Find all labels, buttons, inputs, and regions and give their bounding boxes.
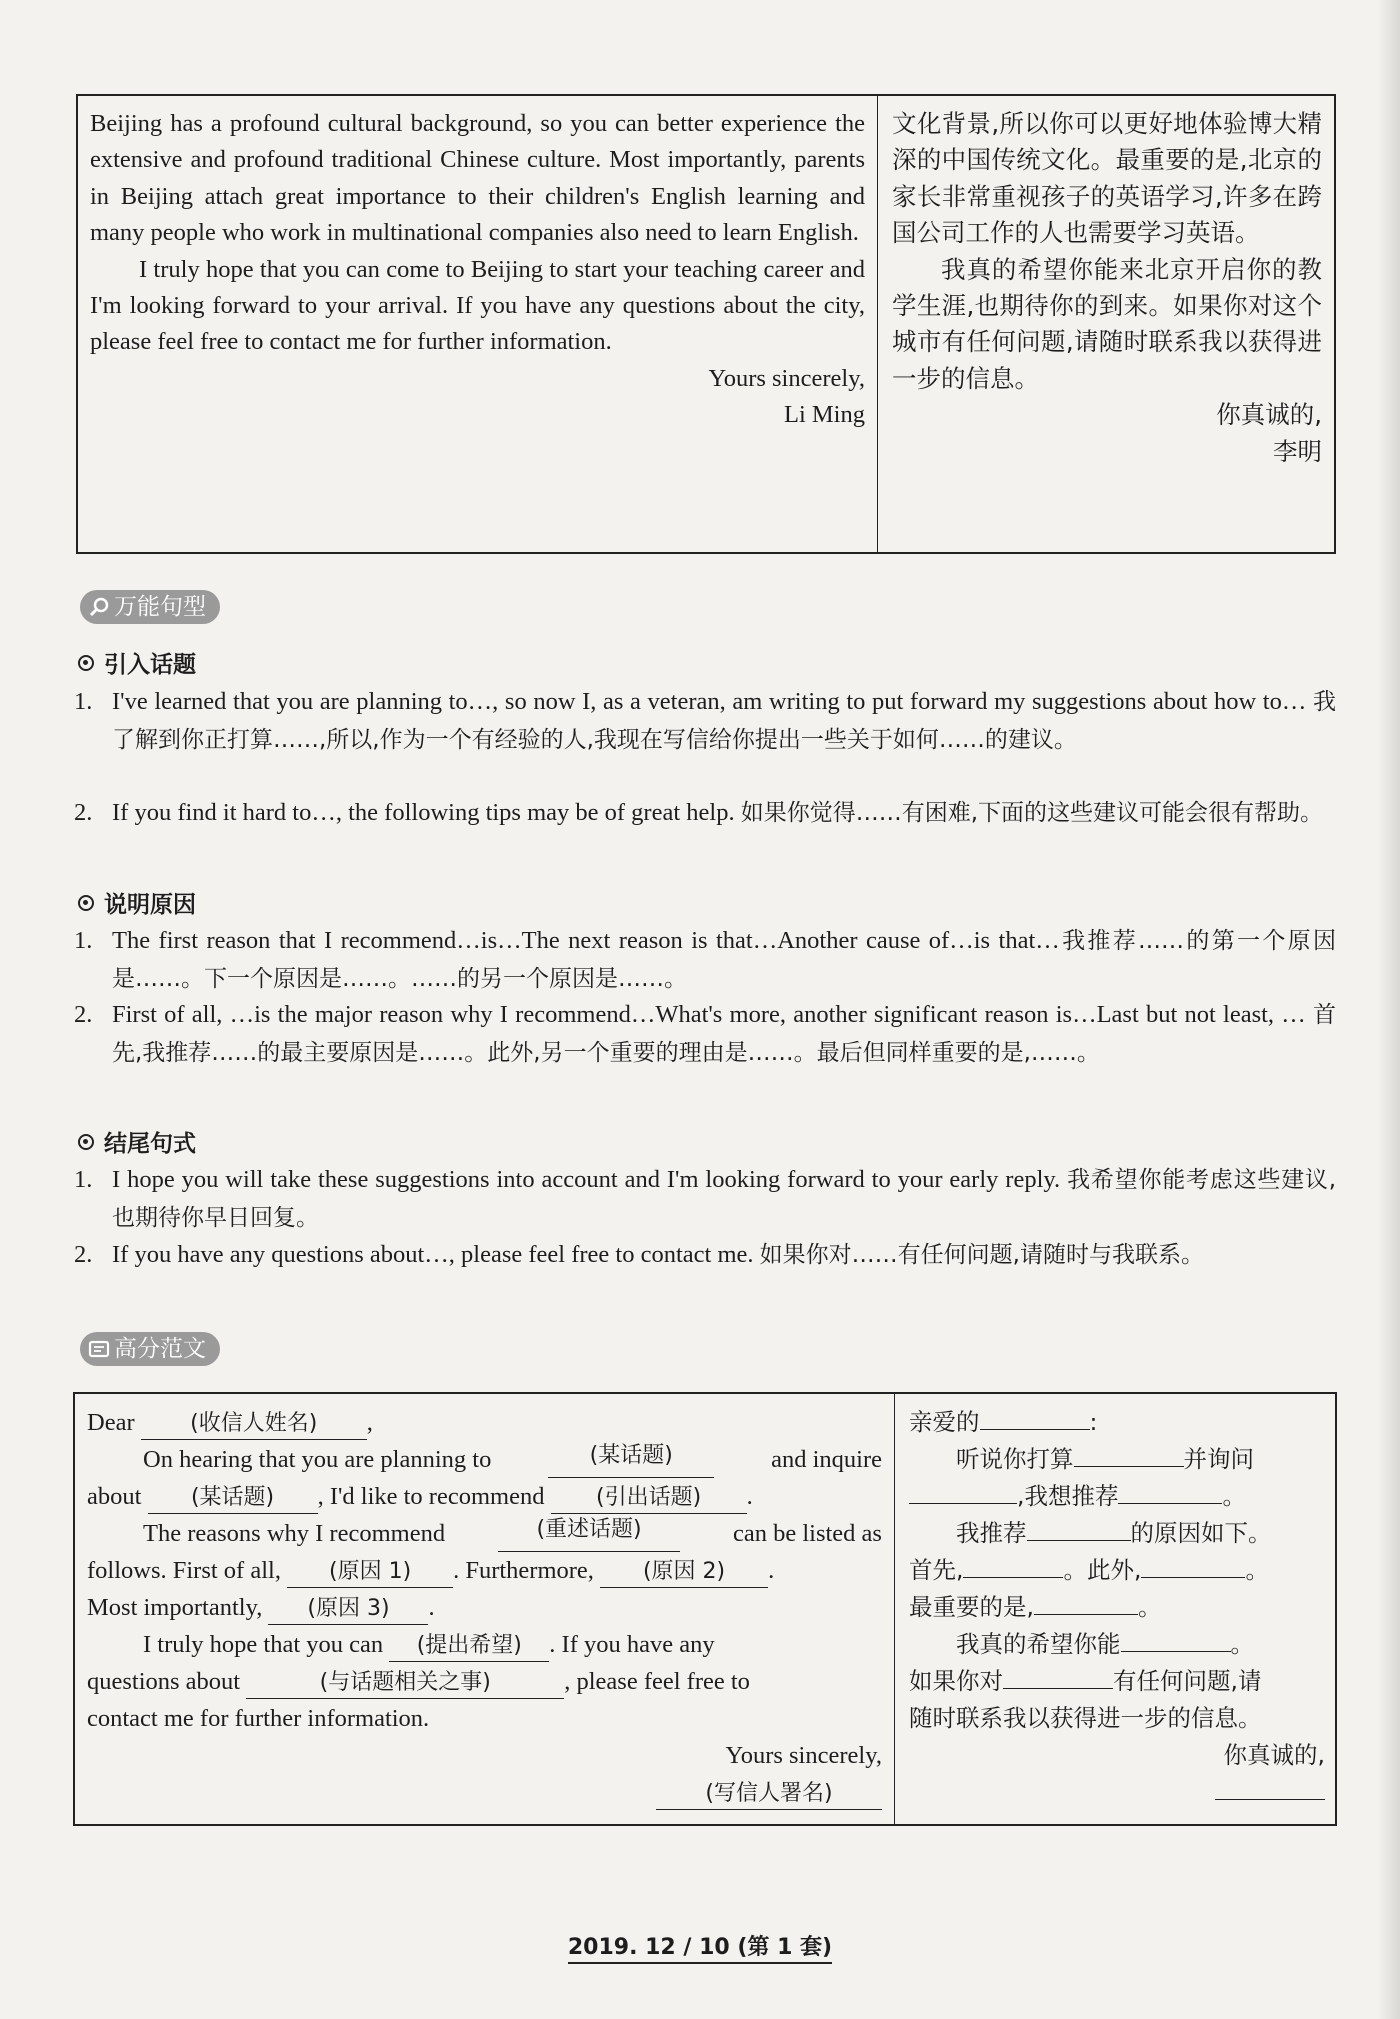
item-english: If you find it hard to…, the following tips may be of great help. <box>112 799 735 826</box>
sample-letter-table <box>76 94 1336 554</box>
letter-en-paragraph-2: I truly hope that you can come to Beijing to start your teaching career and I'm looking forward to your arrival. If you have any questions about the city, please feel free to contact me for further information. <box>90 255 865 356</box>
text-segment: 亲爱的 <box>909 1408 980 1436</box>
group-heading-reasons <box>78 886 196 919</box>
item-chinese: 我推荐……的第一个原因是……。下一个原因是……。……的另一个原因是……。 <box>112 928 1336 992</box>
zh-line-3 <box>909 1478 1325 1515</box>
blank-topic-1: (某话题) <box>548 1441 714 1478</box>
zh-line-8 <box>909 1663 1325 1700</box>
zh-line-2 <box>909 1441 1325 1478</box>
letter-zh-signature: 李明 <box>1273 436 1322 466</box>
group-heading-intro <box>78 646 196 679</box>
section-tag-label: 万能句型 <box>114 594 206 620</box>
text-segment: follows. First of all, <box>87 1557 281 1584</box>
blank-hope: (提出希望) <box>389 1631 549 1662</box>
text-segment: 最重要的是, <box>909 1593 1034 1621</box>
item-english: I've learned that you are planning to…, so now I, as a veteran, am writing to put forward my suggestions about how to… <box>112 688 1307 715</box>
text-segment: questions about <box>87 1668 241 1695</box>
text-segment: . If you have any <box>549 1631 715 1658</box>
zh-closing: 你真诚的, <box>1223 1741 1325 1769</box>
item-number: 2. <box>74 799 93 826</box>
group-heading-label: 结尾句式 <box>104 1131 196 1157</box>
zh-line-5 <box>909 1552 1325 1589</box>
letter-en-paragraph-1: Beijing has a profound cultural background, so you can better experience the extensive and profound traditional Chinese culture. Most importantly, parents in Beijing attach great importance to their children's English learning and many people who work in multinational companies also need to learn English. <box>90 110 865 247</box>
blank-line <box>980 1405 1090 1430</box>
template-english-column <box>75 1394 895 1824</box>
letter-zh-paragraph-2: 我真的希望你能来北京开启你的教学生涯,也期待你的到来。如果你对这个城市有任何问题,请随时联系我以获得进一步的信息。 <box>892 254 1322 393</box>
tpl-closing: Yours sincerely, <box>725 1742 882 1769</box>
blank-line <box>1118 1479 1222 1504</box>
letter-english-column <box>78 96 878 552</box>
punct: . <box>746 1483 753 1510</box>
letter-chinese-column <box>878 96 1334 552</box>
zh-line-7 <box>909 1626 1325 1663</box>
text-segment: 如果你对 <box>909 1667 1003 1695</box>
item-chinese: 如果你对……有任何问题,请随时与我联系。 <box>759 1242 1204 1268</box>
sentence-item <box>74 996 1336 1072</box>
group-heading-label: 引入话题 <box>104 652 196 678</box>
punct: . <box>428 1594 435 1621</box>
blank-reason-1: (原因 1) <box>287 1557 453 1588</box>
item-chinese: 我了解到你正打算……,所以,作为一个有经验的人,我现在写信给你提出一些关于如何……的建议。 <box>112 689 1336 753</box>
tpl-line-8 <box>87 1663 882 1700</box>
punct: 。 <box>1230 1630 1254 1658</box>
blank-writer-name: (写信人署名) <box>656 1779 882 1810</box>
item-english: The first reason that I recommend…is…The next reason is that…Another cause of…is that… <box>112 927 1060 954</box>
blank-lead-topic: (引出话题) <box>551 1483 747 1514</box>
text-segment: and inquire <box>771 1446 882 1473</box>
item-number: 1. <box>74 1166 93 1193</box>
blank-line <box>909 1479 1017 1504</box>
text-segment: about <box>87 1483 142 1510</box>
tpl-line-2 <box>87 1441 882 1478</box>
blank-line <box>1215 1775 1325 1800</box>
blank-line <box>1141 1553 1245 1578</box>
page-footer <box>0 1930 1400 1961</box>
sentence-item <box>74 1161 1336 1237</box>
blank-line <box>1027 1516 1131 1541</box>
sentence-item <box>74 794 1336 832</box>
text-segment: 。此外, <box>1063 1556 1142 1584</box>
item-text <box>112 794 1336 832</box>
item-number: 1. <box>74 688 93 715</box>
item-number: 1. <box>74 927 93 954</box>
text-segment: . Furthermore, <box>453 1557 594 1584</box>
text-segment: I truly hope that you can <box>143 1631 384 1658</box>
tpl-line-salutation <box>87 1404 882 1441</box>
item-number: 2. <box>74 1001 93 1028</box>
blank-related-matter: (与话题相关之事) <box>246 1668 564 1699</box>
blank-line <box>1121 1627 1231 1652</box>
text-segment: On hearing that you are planning to <box>143 1446 492 1473</box>
blank-topic-2: (某话题) <box>148 1483 318 1514</box>
magnifier-icon <box>88 596 110 618</box>
zh-signature-line <box>909 1774 1325 1811</box>
text-segment: 首先, <box>909 1556 964 1584</box>
target-bullet-icon <box>78 655 94 671</box>
text-segment: 我推荐 <box>956 1519 1027 1547</box>
item-chinese: 如果你觉得……有困难,下面的这些建议可能会很有帮助。 <box>740 800 1324 826</box>
tpl-line-6 <box>87 1589 882 1626</box>
punct: 。 <box>1245 1556 1269 1584</box>
salutation-text: Dear <box>87 1409 135 1436</box>
text-segment: , please feel free to <box>564 1668 750 1695</box>
text-segment: Most importantly, <box>87 1594 263 1621</box>
blank-reason-2: (原因 2) <box>600 1557 768 1588</box>
text-segment: 有任何问题,请 <box>1113 1667 1262 1695</box>
item-english: I hope you will take these suggestions into account and I'm looking forward to your early reply. <box>112 1166 1061 1193</box>
blank-line <box>1034 1590 1138 1615</box>
letter-zh-closing: 你真诚的, <box>1216 400 1322 430</box>
text-segment: ,我想推荐 <box>1017 1482 1119 1510</box>
zh-line-1 <box>909 1404 1325 1441</box>
text-segment: 并询问 <box>1183 1445 1254 1473</box>
tpl-line-4 <box>87 1515 882 1552</box>
tpl-line-3 <box>87 1478 882 1515</box>
blank-line <box>1003 1664 1113 1689</box>
zh-line-9: 随时联系我以获得进一步的信息。 <box>909 1704 1262 1732</box>
section-tag-model-essay <box>80 1332 220 1366</box>
book-icon <box>88 1339 110 1359</box>
text-segment: 的原因如下。 <box>1130 1519 1272 1547</box>
item-text <box>112 683 1336 759</box>
item-english: First of all, …is the major reason why I recommend…What's more, another significant reason is…Last but not least, … <box>112 1001 1306 1028</box>
text-segment: 听说你打算 <box>956 1445 1074 1473</box>
target-bullet-icon <box>78 895 94 911</box>
text-segment: The reasons why I recommend <box>143 1520 446 1547</box>
template-letter-table <box>73 1392 1337 1826</box>
tpl-line-7 <box>87 1626 882 1663</box>
letter-en-signature: Li Ming <box>784 401 865 429</box>
zh-line-6 <box>909 1589 1325 1626</box>
punct: 。 <box>1137 1593 1162 1621</box>
section-tag-label: 高分范文 <box>114 1336 206 1362</box>
letter-zh-paragraph-1: 文化背景,所以你可以更好地体验博大精深的中国传统文化。最重要的是,北京的家长非常重视孩子的英语学习,许多在跨国公司工作的人也需要学习英语。 <box>892 109 1322 248</box>
tpl-line-9: contact me for further information. <box>87 1705 430 1732</box>
item-english: If you have any questions about…, please feel free to contact me. <box>112 1241 754 1268</box>
blank-reason-3: (原因 3) <box>268 1594 428 1625</box>
item-text <box>112 922 1336 998</box>
punct: 。 <box>1222 1482 1246 1510</box>
item-text <box>112 1161 1336 1237</box>
punct: , <box>366 1409 373 1436</box>
blank-line <box>963 1553 1063 1578</box>
group-heading-closing <box>78 1125 196 1158</box>
item-text <box>112 996 1336 1072</box>
text-segment: , I'd like to recommend <box>317 1483 545 1510</box>
letter-en-closing: Yours sincerely, <box>708 364 865 392</box>
blank-line <box>1074 1442 1184 1467</box>
punct: : <box>1089 1408 1098 1436</box>
zh-line-4 <box>909 1515 1325 1552</box>
sentence-item <box>74 1236 1336 1274</box>
item-chinese: 首先,我推荐……的最主要原因是……。此外,另一个重要的理由是……。最后但同样重要的是,……。 <box>112 1002 1337 1066</box>
page-edge-shadow <box>1378 0 1400 2019</box>
blank-recipient-name: (收信人姓名) <box>141 1409 367 1440</box>
item-text <box>112 1236 1336 1274</box>
sentence-item <box>74 683 1336 759</box>
tpl-signature-line <box>87 1774 882 1811</box>
item-number: 2. <box>74 1241 93 1268</box>
target-bullet-icon <box>78 1134 94 1150</box>
item-chinese: 我希望你能考虑这些建议,也期待你早日回复。 <box>112 1167 1337 1231</box>
tpl-line-5 <box>87 1552 882 1589</box>
blank-restate-topic: (重述话题) <box>498 1515 680 1552</box>
footer-issue-label: 2019. 12 / 10 (第 1 套) <box>568 1935 832 1964</box>
group-heading-label: 说明原因 <box>104 892 196 918</box>
punct: . <box>768 1557 775 1584</box>
sentence-item <box>74 922 1336 998</box>
template-chinese-column <box>895 1394 1335 1824</box>
section-tag-sentence-patterns <box>80 590 220 624</box>
text-segment: can be listed as <box>732 1520 882 1547</box>
text-segment: 我真的希望你能 <box>956 1630 1121 1658</box>
